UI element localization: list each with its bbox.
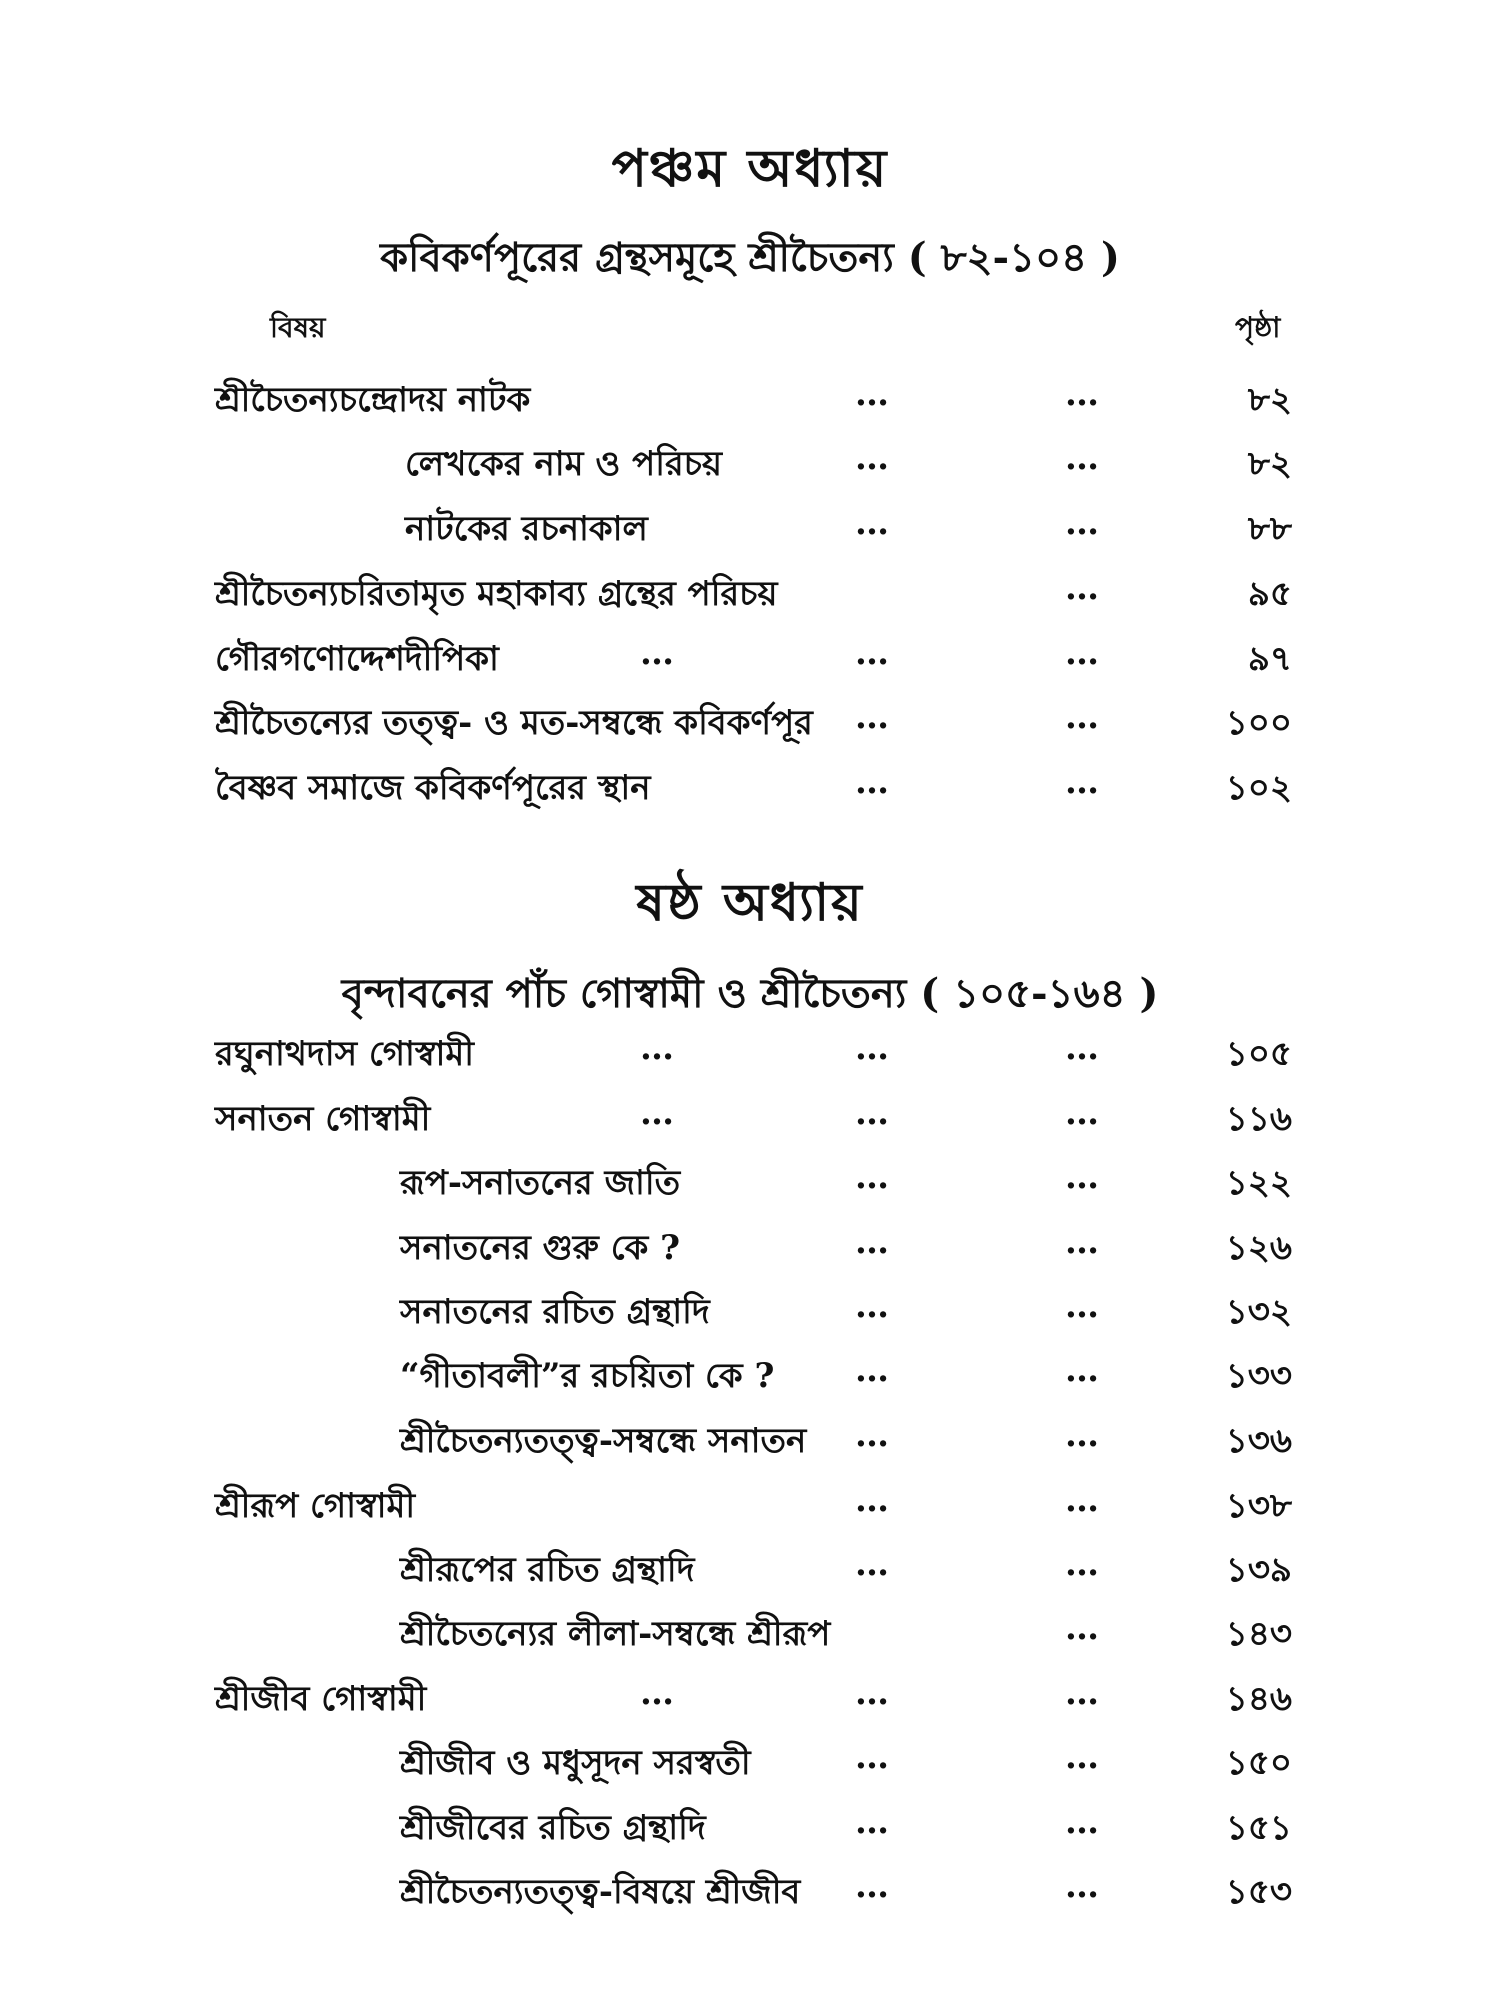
leader-dots: … <box>1065 633 1102 673</box>
leader-dots: … <box>855 1415 892 1455</box>
leader-dots: … <box>1065 697 1102 737</box>
toc-entry-page: ১৩৩ <box>1225 1356 1292 1396</box>
leader-dots: … <box>855 1157 892 1197</box>
leader-dots: … <box>855 438 892 478</box>
leader-dots: … <box>855 1093 892 1133</box>
toc-entry-title: শ্রীরূপের রচিত গ্রন্থাদি <box>400 1550 695 1590</box>
leader-dots: … <box>640 1673 677 1713</box>
toc-entry <box>0 633 1500 683</box>
toc-entry-page: ৯৫ <box>1247 574 1292 614</box>
toc-entry-page: ৮২ <box>1247 444 1292 484</box>
leader-dots: … <box>855 374 892 414</box>
toc-entry-page: ১২৬ <box>1225 1228 1292 1268</box>
leader-dots: … <box>1065 1028 1102 1068</box>
toc-entry-page: ১২২ <box>1225 1163 1292 1203</box>
leader-dots: … <box>855 1028 892 1068</box>
toc-entry-title: রূপ-সনাতনের জাতি <box>400 1163 681 1203</box>
toc-entry-title: শ্রীচৈতন্যের লীলা-সম্বন্ধে শ্রীরূপ <box>400 1614 831 1654</box>
leader-dots: … <box>1065 1866 1102 1906</box>
toc-entry-page: ১৪৬ <box>1225 1679 1292 1719</box>
leader-dots: … <box>855 1673 892 1713</box>
toc-entry-title: সনাতনের গুরু কে ? <box>400 1228 681 1268</box>
toc-entry-page: ৮৮ <box>1247 509 1292 549</box>
toc-entry-title: গৌরগণোদ্দেশদীপিকা <box>215 639 499 679</box>
column-label-page: পৃষ্ঠা <box>1235 311 1281 344</box>
leader-dots: … <box>1065 1157 1102 1197</box>
toc-entry-title: শ্রীজীব গোস্বামী <box>215 1679 427 1719</box>
toc-entry-title: শ্রীচৈতন্যচন্দ্রোদয় নাটক <box>215 380 531 420</box>
leader-dots: … <box>1065 1286 1102 1326</box>
leader-dots: … <box>1065 1737 1102 1777</box>
toc-entry <box>0 1350 1500 1400</box>
leader-dots: … <box>640 633 677 673</box>
toc-entry-title: শ্রীচৈতন্যের তত্ত্ব- ও মত-সম্বন্ধে কবিকর্ণপূর <box>215 703 813 743</box>
toc-entry-title: সনাতন গোস্বামী <box>215 1099 431 1139</box>
leader-dots: … <box>1065 1673 1102 1713</box>
toc-entry-page: ৮২ <box>1247 380 1292 420</box>
toc-entry-page: ১০৫ <box>1225 1034 1292 1074</box>
leader-dots: … <box>855 1866 892 1906</box>
toc-entry <box>0 568 1500 618</box>
toc-entry-page: ১৩৮ <box>1225 1486 1292 1526</box>
section-title: কবিকর্ণপূরের গ্রন্থসমূহে শ্রীচৈতন্য ( ৮২-১০৪ ) <box>380 234 1120 281</box>
toc-entry <box>0 1802 1500 1852</box>
toc-entry-page: ১১৬ <box>1225 1099 1292 1139</box>
toc-entry <box>0 1480 1500 1530</box>
toc-entry-title: সনাতনের রচিত গ্রন্থাদি <box>400 1292 710 1332</box>
toc-entry <box>0 374 1500 424</box>
toc-entry <box>0 1286 1500 1336</box>
toc-entry <box>0 1673 1500 1723</box>
toc-entry-title: শ্রীচৈতন্যতত্ত্ব-সম্বন্ধে সনাতন <box>400 1421 807 1461</box>
toc-entry-page: ১৩৯ <box>1225 1550 1292 1590</box>
leader-dots: … <box>1065 438 1102 478</box>
toc-entry <box>0 1222 1500 1272</box>
toc-entry-title: “গীতাবলী”র রচয়িতা কে ? <box>400 1356 775 1396</box>
leader-dots: … <box>855 1480 892 1520</box>
toc-entry-title: শ্রীচৈতন্যচরিতামৃত মহাকাব্য গ্রন্থের পরিচয় <box>215 574 778 614</box>
leader-dots: … <box>1065 1480 1102 1520</box>
toc-entry-title: রঘুনাথদাস গোস্বামী <box>215 1034 474 1074</box>
leader-dots: … <box>1065 374 1102 414</box>
toc-entry-title: শ্রীরূপ গোস্বামী <box>215 1486 416 1526</box>
toc-entry-title: লেখকের নাম ও পরিচয় <box>405 444 723 484</box>
chapter-heading: পঞ্চম অধ্যায় <box>611 138 889 199</box>
toc-entry <box>0 1608 1500 1658</box>
toc-entry-title: শ্রীজীবের রচিত গ্রন্থাদি <box>400 1808 706 1848</box>
leader-dots: … <box>855 503 892 543</box>
leader-dots: … <box>855 1222 892 1262</box>
leader-dots: … <box>855 1802 892 1842</box>
leader-dots: … <box>1065 1608 1102 1648</box>
toc-entry <box>0 1415 1500 1465</box>
leader-dots: … <box>855 1286 892 1326</box>
leader-dots: … <box>855 1737 892 1777</box>
toc-entry <box>0 762 1500 812</box>
toc-entry <box>0 1544 1500 1594</box>
leader-dots: … <box>1065 1415 1102 1455</box>
leader-dots: … <box>1065 1544 1102 1584</box>
section-title: বৃন্দাবনের পাঁচ গোস্বামী ও শ্রীচৈতন্য ( ১০৫-১৬৪ ) <box>341 970 1159 1017</box>
toc-entry-title: শ্রীজীব ও মধুসূদন সরস্বতী <box>400 1743 751 1783</box>
leader-dots: … <box>1065 1222 1102 1262</box>
toc-entry <box>0 697 1500 747</box>
toc-entry <box>0 1157 1500 1207</box>
leader-dots: … <box>855 1544 892 1584</box>
toc-entry <box>0 503 1500 553</box>
leader-dots: … <box>1065 1802 1102 1842</box>
leader-dots: … <box>855 762 892 802</box>
toc-entry-title: বৈষ্ণব সমাজে কবিকর্ণপূরের স্থান <box>215 768 651 808</box>
toc-entry-title: নাটকের রচনাকাল <box>405 509 648 549</box>
toc-entry <box>0 1028 1500 1078</box>
leader-dots: … <box>1065 1350 1102 1390</box>
column-label-subject: বিষয় <box>270 311 326 344</box>
leader-dots: … <box>1065 503 1102 543</box>
toc-entry-page: ১৪৩ <box>1225 1614 1292 1654</box>
chapter-heading: ষষ্ঠ অধ্যায় <box>636 872 864 933</box>
toc-entry-page: ১৫০ <box>1225 1743 1292 1783</box>
leader-dots: … <box>1065 1093 1102 1133</box>
toc-entry-page: ১০২ <box>1225 768 1292 808</box>
toc-entry-page: ১৫১ <box>1225 1808 1292 1848</box>
leader-dots: … <box>1065 762 1102 802</box>
leader-dots: … <box>640 1028 677 1068</box>
toc-entry-page: ৯৭ <box>1247 639 1292 679</box>
toc-entry <box>0 1093 1500 1143</box>
toc-entry <box>0 438 1500 488</box>
leader-dots: … <box>855 1350 892 1390</box>
toc-entry <box>0 1866 1500 1916</box>
toc-entry-page: ১৩২ <box>1225 1292 1292 1332</box>
toc-entry <box>0 1737 1500 1787</box>
leader-dots: … <box>855 697 892 737</box>
leader-dots: … <box>1065 568 1102 608</box>
leader-dots: … <box>640 1093 677 1133</box>
toc-entry-page: ১৩৬ <box>1225 1421 1292 1461</box>
leader-dots: … <box>855 633 892 673</box>
toc-entry-title: শ্রীচৈতন্যতত্ত্ব-বিষয়ে শ্রীজীব <box>400 1872 801 1912</box>
toc-entry-page: ১৫৩ <box>1225 1872 1292 1912</box>
toc-entry-page: ১০০ <box>1225 703 1292 743</box>
